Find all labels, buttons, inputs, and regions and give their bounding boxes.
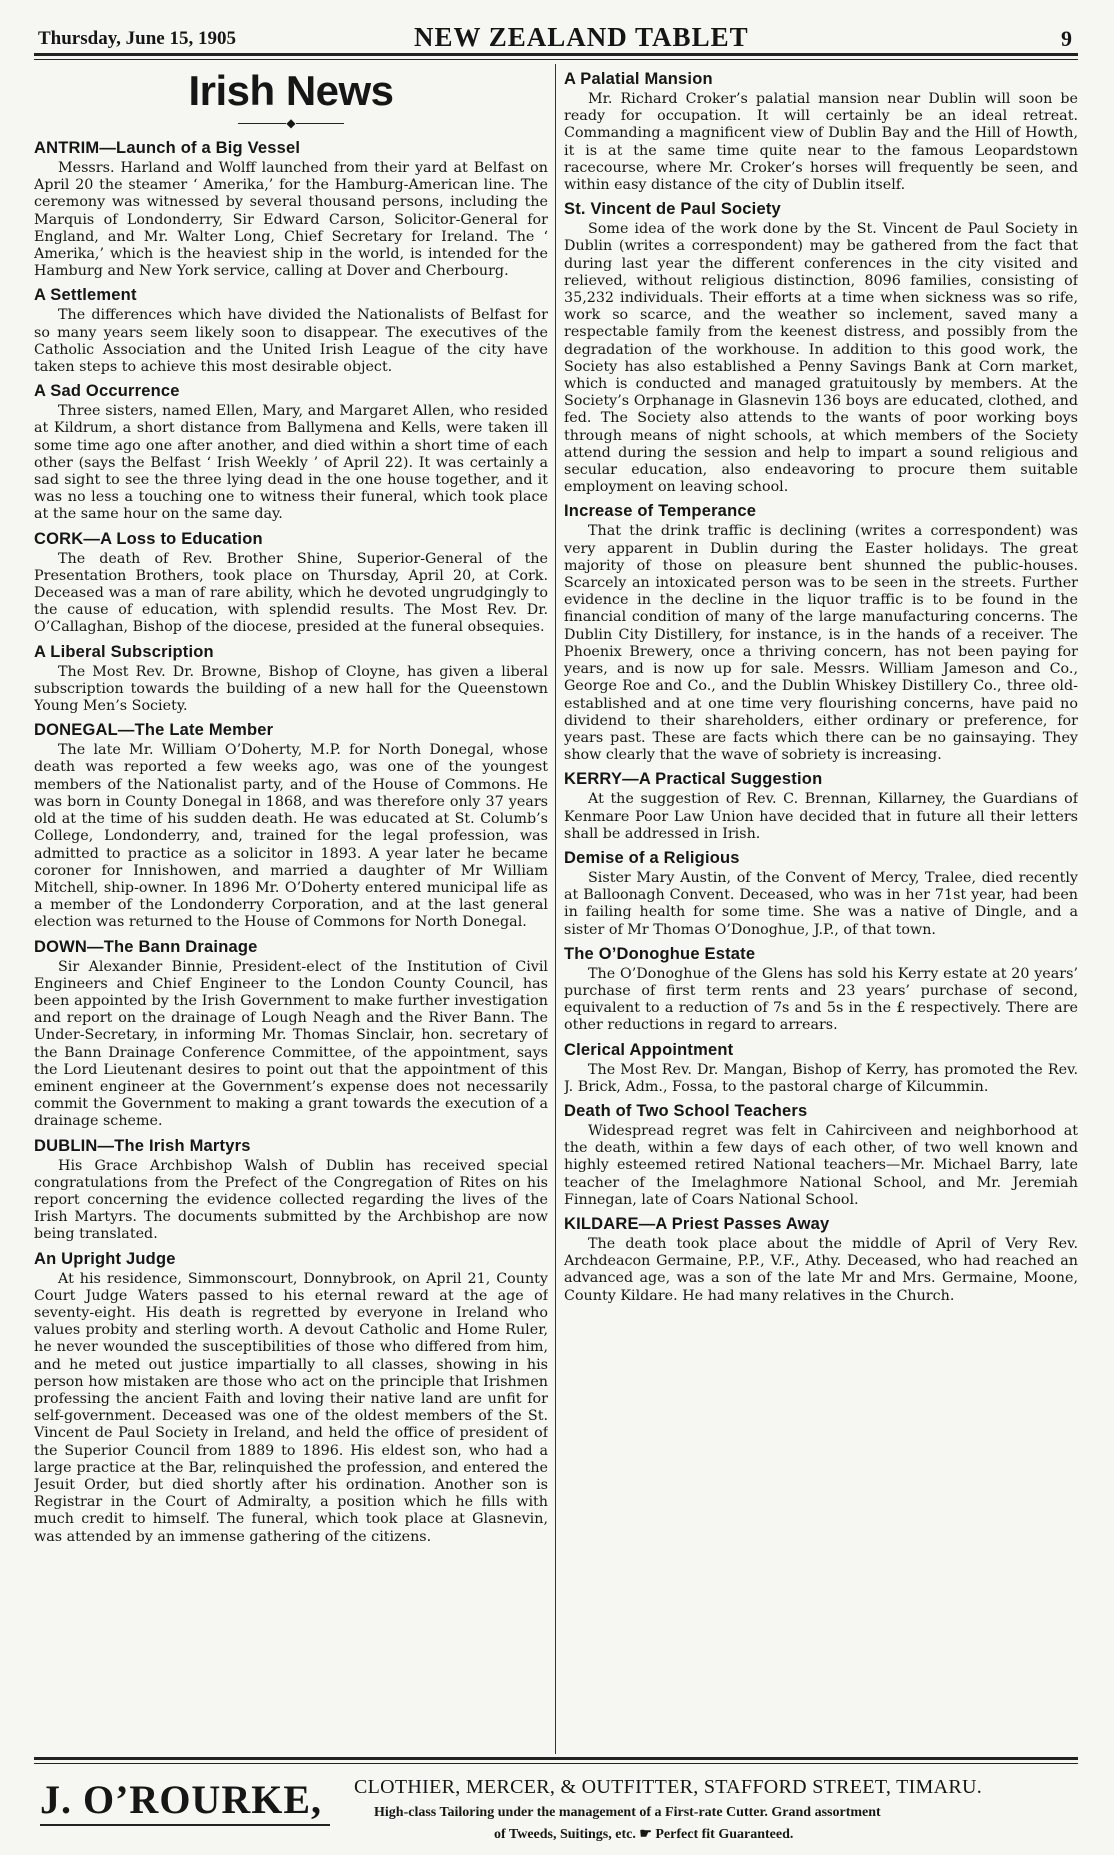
article-heading: KILDARE—A Priest Passes Away (564, 1214, 830, 1233)
article-heading: DONEGAL—The Late Member (34, 721, 274, 740)
article-body: The Most Rev. Dr. Mangan, Bishop of Kerry, has promoted the Rev. J. Brick, Adm., Fossa, to the pastoral charge of Kilcummin. (564, 1061, 1078, 1095)
article-body: At the suggestion of Rev. C. Brennan, Killarney, the Guardians of Kenmare Poor Law Union have decided that in future all their letters shall be addressed in Irish. (564, 791, 1078, 842)
article-body: Messrs. Harland and Wolff launched from their yard at Belfast on April 20 the steamer ‘ Amerika,’ for the Hamburg-American line. The ceremony was witnessed by several thousand persons, including the Marquis of Londonderry, Sir Edward Carson, Solicitor-General for England, and Mr. Walter Long, Chief Secretary for Ireland. The ‘ Amerika,’ which is the heaviest ship in the world, is intended for the Hamburg and New York service, calling at Dover and Cherbourg. (34, 160, 548, 280)
article-heading: DUBLIN—The Irish Martyrs (34, 1136, 251, 1155)
article-heading: ANTRIM—Launch of a Big Vessel (34, 139, 301, 157)
header-rule-thin (34, 59, 1078, 60)
footer-rule (34, 1757, 1078, 1760)
section-title: Irish News (188, 67, 394, 114)
article-heading: Death of Two School Teachers (564, 1101, 808, 1120)
article-heading: CORK—A Loss to Education (34, 529, 263, 548)
article-body: That the drink traffic is declining (writes a correspondent) was very apparent in Dublin during the Easter holidays. The great majority of those on pleasure bent shunned the public-houses. Scarcely an intoxicated person was to be seen in the streets. Further evidence in the decline in the liquor traffic is to be found in the financial condition of many of the large manufacturing concerns. The Dublin City Distillery, for instance, is in the hands of a receiver. The Phoenix Brewery, once a thriving concern, has not been paying for years, and is now up for sale. Messrs. William Jameson and Co., George Roe and Co., and the Dublin Whiskey Distillery Co., three old-established and at one time very flourishing concerns, have paid no dividend to their shareholders, either ordinary or preference, for years past. These are facts which there can be no gainsaying. They show clearly that the wave of sobriety is increasing. (564, 523, 1078, 764)
article-heading: A Settlement (34, 286, 137, 305)
header-rule (34, 53, 1078, 56)
column-divider (555, 64, 556, 1754)
ornament-divider: ◆ (34, 116, 548, 130)
advertiser-underline (40, 1824, 330, 1826)
article-body: Widespread regret was felt in Cahirciveen and neighborhood at the death, within a few days of each other, of two well known and highly esteemed retired National teachers—Mr. Michael Barry, late teacher of the Imelaghmore National School, and Mr. Jeremiah Finnegan, late of Coars National School. (564, 1122, 1078, 1208)
article-body: Mr. Richard Croker’s palatial mansion near Dublin will soon be ready for occupation. It will certainly be an ideal retreat. Commanding a magnificent view of Dublin Bay and the Hill of Howth, it is at the same time quite near to the famous Leopardstown racecourse, where Mr. Croker’s horses will frequently be seen, and within easy distance of the city of Dublin itself. (564, 91, 1078, 194)
article-body: The O’Donoghue of the Glens has sold his Kerry estate at 20 years’ purchase of first term rents and 23 years’ purchase of second, equivalent to a reduction of 7s and 5s in the £ respectively. There are other reductions in regard to arrears. (564, 965, 1078, 1034)
article-heading: Increase of Temperance (564, 502, 757, 521)
advertisement-line: of Tweeds, Suitings, etc. ☛ Perfect fit Guaranteed. (494, 1827, 794, 1842)
issue-date: Thursday, June 15, 1905 (38, 28, 236, 49)
article-body: Sir Alexander Binnie, President-elect of the Institution of Civil Engineers and Chief Engineer to the London County Council, has been appointed by the Irish Government to make further investigation and report on the drainage of Lough Neagh and the River Bann. The Under-Secretary, in informing Mr. Thomas Sinclair, hon. secretary of the Bann Drainage Conference Committee, of the appointment, says the Lord Lieutenant desires to point out that the appointment of this eminent engineer at the Government’s expense does not necessarily commit the Government to making a grant towards the execution of a drainage scheme. (34, 958, 548, 1130)
article-heading: The O’Donoghue Estate (564, 944, 756, 963)
article-body: The death took place about the middle of April of Very Rev. Archdeacon Germaine, P.P., V.F., Athy. Deceased, who had reached an advanced age, was a son of the late Mr and Mrs. Germaine, Moone, County Kildare. He had many relatives in the Church. (564, 1235, 1078, 1304)
article-body: The death of Rev. Brother Shine, Superior-General of the Presentation Brothers, took place on Thursday, April 20, at Cork. Deceased was a man of rare ability, which he devoted ungrudgingly to the cause of education, with splendid results. The Most Rev. Dr. O’Callaghan, Bishop of the diocese, presided at the funeral obsequies. (34, 550, 548, 636)
article-heading: DOWN—The Bann Drainage (34, 937, 258, 956)
article-heading: Clerical Appointment (564, 1040, 734, 1059)
left-column (34, 64, 548, 1754)
article-body: The differences which have divided the Nationalists of Belfast for so many years seem likely soon to disappear. The executives of the Catholic Association and the United Irish League of the city have taken steps to achieve this most desirable object. (34, 307, 548, 376)
advertisement-line: CLOTHIER, MERCER, & OUTFITTER, STAFFORD STREET, TIMARU. (354, 1776, 983, 1798)
advertiser-name: J. O’ROURKE, (40, 1777, 322, 1822)
publication-title: NEW ZEALAND TABLET (414, 22, 749, 52)
article-body: The Most Rev. Dr. Browne, Bishop of Cloyne, has given a liberal subscription towards the building of a new hall for the Queenstown Young Men’s Society. (34, 663, 548, 715)
article-heading: A Liberal Subscription (34, 642, 214, 661)
article-body: Some idea of the work done by the St. Vincent de Paul Society in Dublin (writes a correspondent) may be gathered from the fact that during last year the different conferences in the city visited and relieved, without religious distinction, 8096 families, consisting of 35,232 individuals. Their efforts at a time when sickness was so rife, work so scarce, and the weather so inclement, saved many a respectable family from the keenest distress, and possibly from the degradation of the workhouse. In addition to this good work, the Society has also established a Penny Savings Bank at Corn market, which is conducted and managed gratuitously by members. At the Society’s Orphanage in Glasnevin 136 boys are educated, clothed, and fed. The Society also attends to the wants of poor working boys through means of night schools, at which members of the Society attend during the session and help to impart a sound religious and secular education, also endeavoring to procure them suitable employment on leaving school. (564, 221, 1078, 496)
article-heading: A Sad Occurrence (34, 382, 180, 401)
article-heading: A Palatial Mansion (564, 70, 713, 88)
article-body: At his residence, Simmonscourt, Donnybrook, on April 21, County Court Judge Waters passed to his eternal reward at the age of seventy-eight. His death is regretted by everyone in Ireland who values probity and sterling worth. A devout Catholic and Home Ruler, he never wounded the susceptibilities of those who differed from him, and he meted out justice impartially to all classes, showing in his person how mistaken are those who act on the principle that Irishmen professing the ancient Faith and loving their native land are unfit for self-government. Deceased was one of the oldest members of the St. Vincent de Paul Society in Ireland, and held the office of president of the Superior Council from 1889 to 1896. His eldest son, who had a large practice at the Bar, relinquished the profession, and entered the Jesuit Order, but died shortly after his ordination. Another son is Registrar in the Court of Admiralty, a position which he fills with much credit to himself. The funeral, which took place at Glasnevin, was attended by an immense gathering of the citizens. (34, 1270, 548, 1545)
right-column (564, 64, 1078, 1754)
article-body: The late Mr. William O’Doherty, M.P. for North Donegal, whose death was reported a few weeks ago, was one of the youngest members of the Nationalist party, and of the House of Commons. He was born in County Donegal in 1868, and was therefore only 37 years old at the time of his sudden death. He was educated at St. Columb’s College, Londonderry, and, trained for the legal profession, was admitted to practice as a solicitor in 1893. A year later he became coroner for Innishowen, and married a daughter of Mr William Mitchell, ship-owner. In 1896 Mr. O’Doherty entered municipal life as a member of the Londonderry Corporation, and at the last general election was returned to the House of Commons for North Donegal. (34, 742, 548, 931)
article-body: His Grace Archbishop Walsh of Dublin has received special congratulations from the Prefect of the Congregation of Rites on his report concerning the evidence collected regarding the lives of the Irish Martyrs. The documents submitted by the Archbishop are now being translated. (34, 1157, 548, 1243)
article-body: Sister Mary Austin, of the Convent of Mercy, Tralee, died recently at Balloonagh Convent. Deceased, who was in her 71st year, had been in failing health for some time. She was a native of Dingle, and a sister of Mr Thomas O’Donoghue, J.P., of that town. (564, 869, 1078, 938)
article-body: Three sisters, named Ellen, Mary, and Margaret Allen, who resided at Kildrum, a short distance from Ballymena and Kells, were taken ill some time ago one after another, and died within a short time of each other (says the Belfast ‘ Irish Weekly ’ of April 22). It was certainly a sad sight to see the three lying dead in the one house together, and it was no less a touching one to witness their funeral, which took place at the same hour on the same day. (34, 403, 548, 523)
page-number: 9 (1061, 26, 1072, 51)
footer-rule-thin (34, 1763, 1078, 1764)
newspaper-page (34, 20, 1078, 1842)
advertisement-line: High-class Tailoring under the management of a First-rate Cutter. Grand assortment (374, 1805, 881, 1820)
article-heading: KERRY—A Practical Suggestion (564, 770, 823, 789)
article-heading: An Upright Judge (34, 1249, 176, 1268)
article-heading: St. Vincent de Paul Society (564, 200, 781, 219)
article-heading: Demise of a Religious (564, 848, 740, 867)
